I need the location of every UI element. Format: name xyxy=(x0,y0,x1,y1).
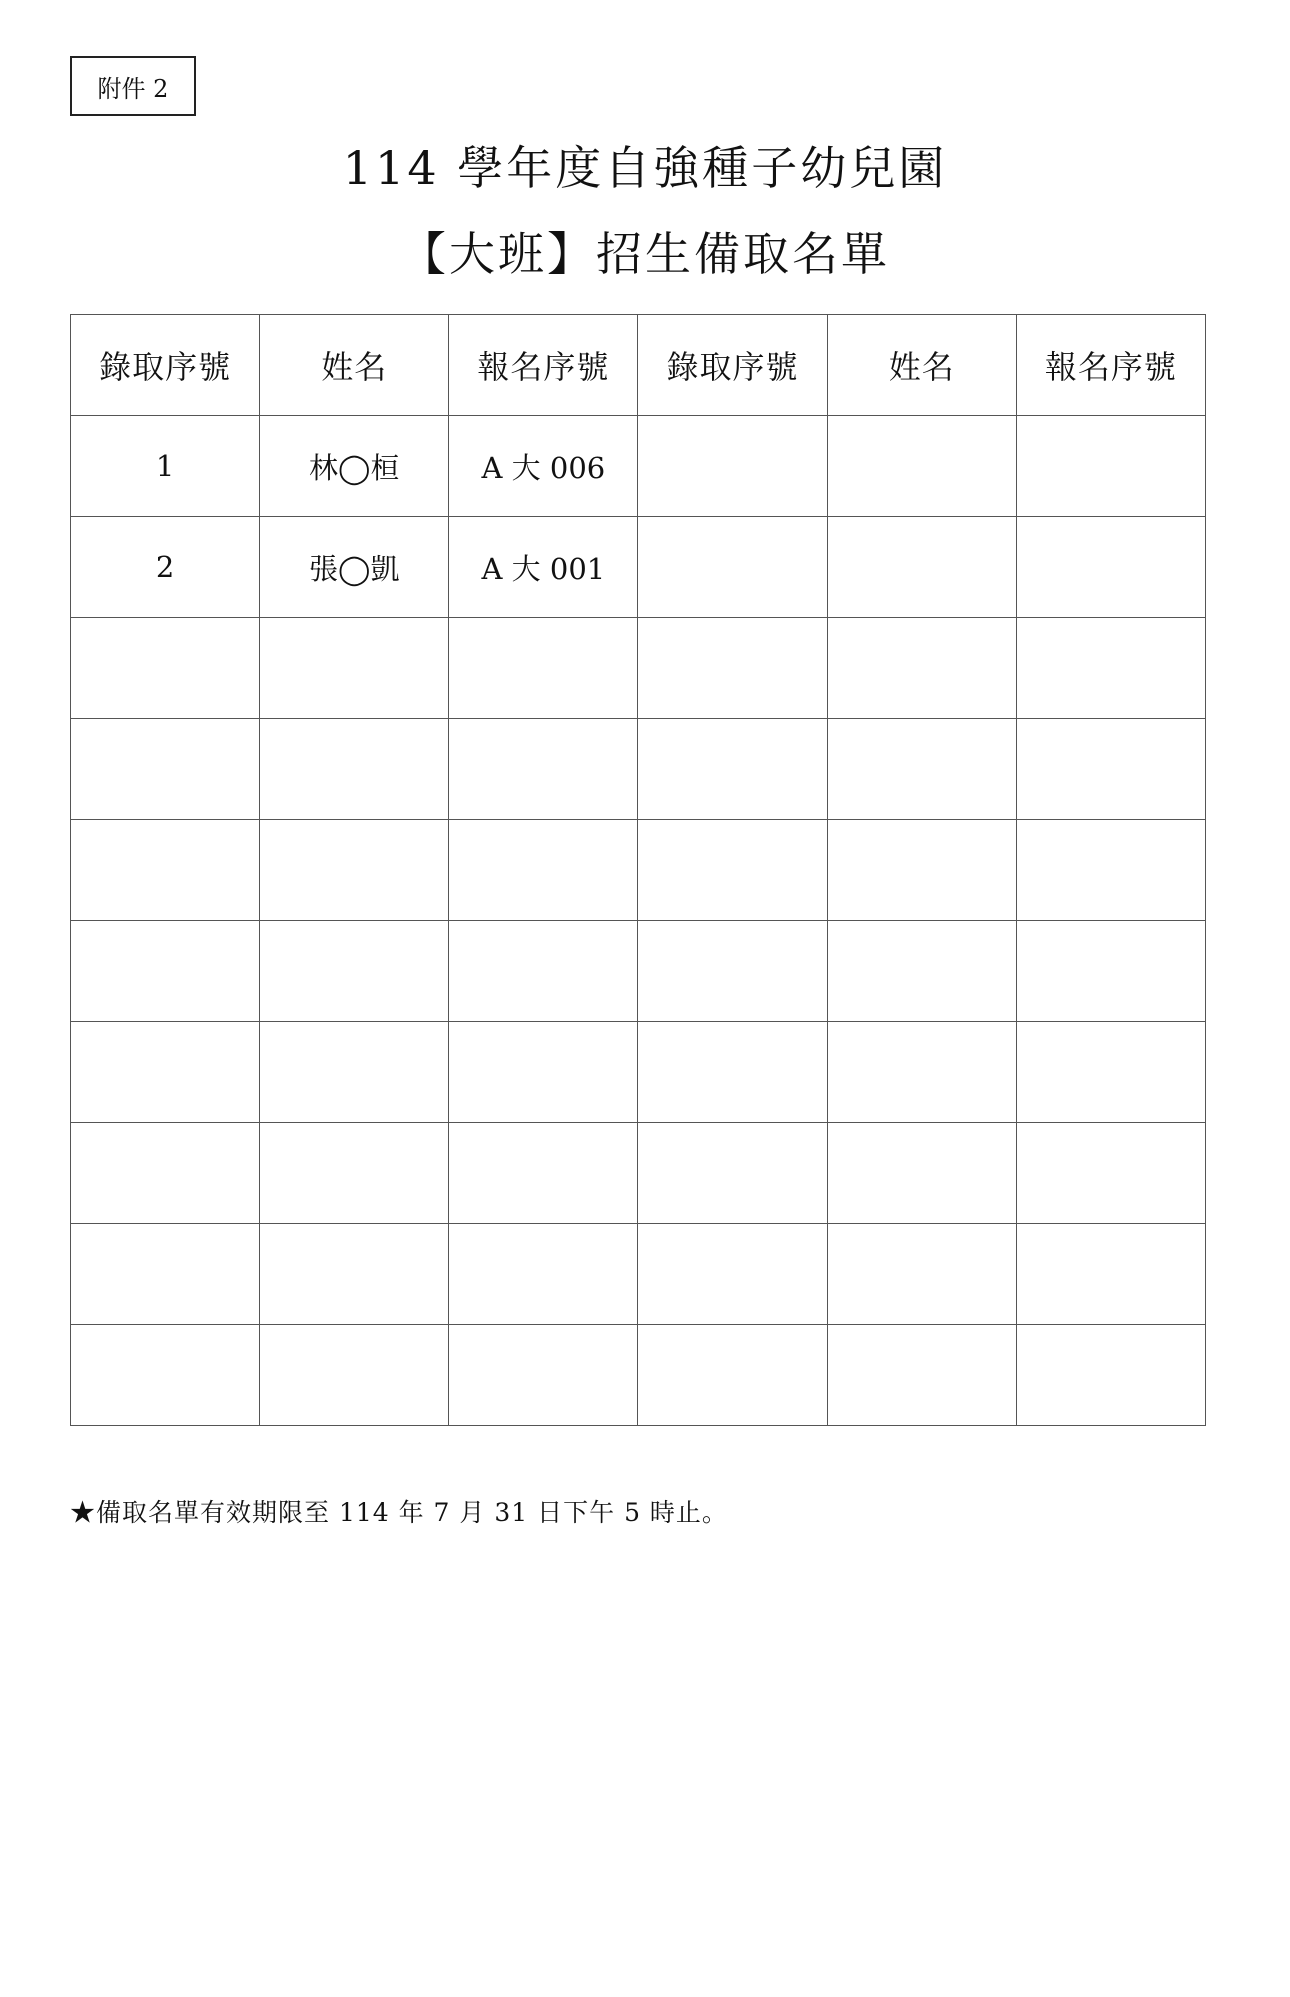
validity-footnote: ★備取名單有效期限至 114 年 7 月 31 日下午 5 時止。 xyxy=(70,1498,728,1527)
cell-name xyxy=(260,1224,449,1325)
cell-registration-number: A 大 006 xyxy=(449,416,638,517)
cell-name xyxy=(827,517,1016,618)
cell-registration-number xyxy=(449,1123,638,1224)
cell-name xyxy=(260,719,449,820)
cell-registration-number xyxy=(1016,1123,1205,1224)
cell-admission-number: 1 xyxy=(71,416,260,517)
header-name: 姓名 xyxy=(260,315,449,416)
cell-name xyxy=(260,820,449,921)
cell-registration-number xyxy=(1016,1224,1205,1325)
cell-admission-number xyxy=(71,820,260,921)
cell-name xyxy=(827,416,1016,517)
cell-registration-number xyxy=(449,921,638,1022)
table-row xyxy=(71,1325,1206,1426)
cell-admission-number xyxy=(638,517,827,618)
header-registration-number: 報名序號 xyxy=(1016,315,1205,416)
cell-name xyxy=(260,1123,449,1224)
table-header-row xyxy=(71,315,1206,416)
table-row xyxy=(71,416,1206,517)
table-row xyxy=(71,719,1206,820)
cell-admission-number xyxy=(638,416,827,517)
header-admission-number: 錄取序號 xyxy=(638,315,827,416)
cell-admission-number xyxy=(638,1022,827,1123)
cell-admission-number xyxy=(638,820,827,921)
cell-admission-number xyxy=(71,719,260,820)
cell-registration-number xyxy=(1016,416,1205,517)
table-row xyxy=(71,1224,1206,1325)
cell-name xyxy=(827,1022,1016,1123)
table-row xyxy=(71,921,1206,1022)
cell-admission-number xyxy=(638,1224,827,1325)
cell-name xyxy=(827,1123,1016,1224)
cell-admission-number xyxy=(638,921,827,1022)
header-registration-number: 報名序號 xyxy=(449,315,638,416)
cell-registration-number xyxy=(1016,719,1205,820)
cell-admission-number xyxy=(71,618,260,719)
cell-name: 林◯桓 xyxy=(260,416,449,517)
list-title: 【大班】招生備取名單 xyxy=(400,227,890,281)
cell-admission-number xyxy=(71,1325,260,1426)
cell-registration-number xyxy=(449,618,638,719)
header-name: 姓名 xyxy=(827,315,1016,416)
cell-name xyxy=(827,1224,1016,1325)
cell-registration-number: A 大 001 xyxy=(449,517,638,618)
waitlist-table xyxy=(70,314,1206,1426)
cell-name xyxy=(827,618,1016,719)
cell-name xyxy=(260,921,449,1022)
cell-registration-number xyxy=(1016,517,1205,618)
attachment-label: 附件 2 xyxy=(70,56,196,116)
cell-admission-number xyxy=(71,921,260,1022)
table-row xyxy=(71,1022,1206,1123)
cell-admission-number: 2 xyxy=(71,517,260,618)
table-body xyxy=(71,416,1206,1426)
cell-registration-number xyxy=(1016,820,1205,921)
cell-registration-number xyxy=(449,820,638,921)
cell-registration-number xyxy=(449,1325,638,1426)
cell-admission-number xyxy=(71,1022,260,1123)
cell-registration-number xyxy=(1016,618,1205,719)
table-row xyxy=(71,517,1206,618)
cell-name xyxy=(260,1325,449,1426)
cell-name xyxy=(827,921,1016,1022)
cell-name xyxy=(260,618,449,719)
school-title: 114 學年度自強種子幼兒園 xyxy=(342,141,948,195)
cell-name xyxy=(260,1022,449,1123)
table-row xyxy=(71,820,1206,921)
table-row xyxy=(71,1123,1206,1224)
cell-name xyxy=(827,820,1016,921)
cell-name xyxy=(827,719,1016,820)
cell-admission-number xyxy=(638,1325,827,1426)
cell-admission-number xyxy=(638,719,827,820)
cell-registration-number xyxy=(1016,921,1205,1022)
cell-admission-number xyxy=(638,1123,827,1224)
cell-registration-number xyxy=(449,1022,638,1123)
cell-admission-number xyxy=(638,618,827,719)
cell-registration-number xyxy=(1016,1022,1205,1123)
header-admission-number: 錄取序號 xyxy=(71,315,260,416)
cell-name xyxy=(827,1325,1016,1426)
cell-admission-number xyxy=(71,1123,260,1224)
cell-registration-number xyxy=(449,1224,638,1325)
cell-registration-number xyxy=(449,719,638,820)
table-row xyxy=(71,618,1206,719)
cell-registration-number xyxy=(1016,1325,1205,1426)
cell-name: 張◯凱 xyxy=(260,517,449,618)
cell-admission-number xyxy=(71,1224,260,1325)
